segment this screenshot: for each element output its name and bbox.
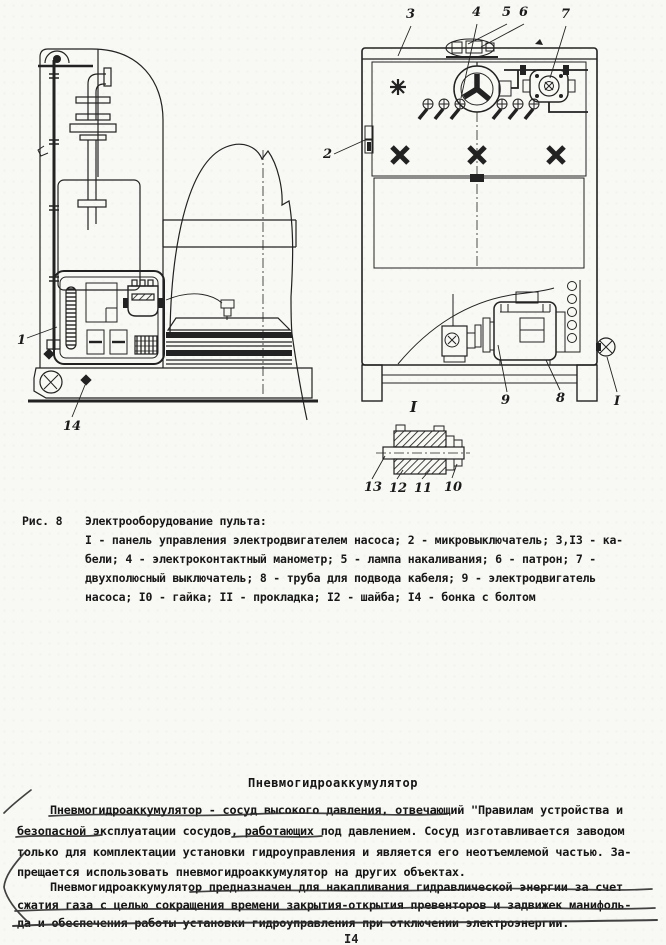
- callout-12: 12: [389, 481, 408, 496]
- callout-5: 5: [502, 5, 512, 20]
- page-number: I4: [344, 932, 359, 945]
- cabinet-front-view: [322, 5, 621, 416]
- paragraph-line: безопасной эксплуатации сосудов, работающих под давлением. Сосуд изготавливается заводом: [17, 824, 625, 838]
- callout-1: 1: [17, 333, 27, 348]
- section-heading: Пневмогидроаккумулятор: [248, 776, 418, 790]
- figure-caption-line: двухполюсный выключатель; 8 - труба для подвода кабеля; 9 - электродвигатель: [85, 571, 596, 585]
- figure-caption-line: насоса; I0 - гайка; II - прокладка; I2 - шайба; I4 - бонка с болтом: [85, 590, 536, 604]
- console-side-view: [17, 49, 318, 434]
- paragraph-line: да и обеспечения работы установки гидроуправления при отключении электроэнергии.: [17, 916, 570, 930]
- figure-number-label: Рис. 8: [22, 514, 63, 528]
- cable-gland-detail: [364, 425, 470, 496]
- figure-caption-line: бели; 4 - электроконтактный манометр; 5 - лампа накаливания; 6 - патрон; 7 -: [85, 552, 596, 566]
- callout-8: 8: [556, 391, 566, 406]
- figure-caption-title: Электрооборудование пульта:: [85, 514, 267, 528]
- callout-14: 14: [63, 419, 82, 434]
- callout-6: 6: [519, 5, 529, 20]
- callout-3: 3: [406, 7, 416, 22]
- paragraph-line: Пневмогидроаккумулятор - сосуд высокого давления, отвечающий "Правилам устройства и: [50, 803, 623, 817]
- callout-10: 10: [444, 480, 463, 495]
- callout-2: 2: [323, 147, 333, 162]
- callout-13: 13: [364, 480, 383, 495]
- paragraph-line: только для комплектации установки гидроуправления и является его неотъемлемой частью. За-: [17, 845, 632, 859]
- paragraph-line: прещается использовать пневмогидроаккумулятор на других объектах.: [17, 865, 466, 879]
- callout-11: 11: [414, 481, 433, 496]
- callout-7: 7: [561, 7, 571, 22]
- callout-bolt-I: I: [614, 394, 621, 409]
- margin-check-mark: [4, 790, 31, 813]
- callout-9: 9: [501, 393, 511, 408]
- paragraph-line: Пневмогидроаккумулятор предназначен для накапливания гидравлической энергии за счет: [50, 880, 623, 894]
- callout-4: 4: [472, 5, 482, 20]
- figure-caption-line: I - панель управления электродвигателем насоса; 2 - микровыключатель; 3,I3 - ка-: [85, 533, 623, 547]
- paragraph-line: сжатия газа с целью сокращения времени закрытия-открытия превенторов и задвижек манифоль-: [17, 898, 632, 912]
- section-label-I: I: [410, 398, 418, 416]
